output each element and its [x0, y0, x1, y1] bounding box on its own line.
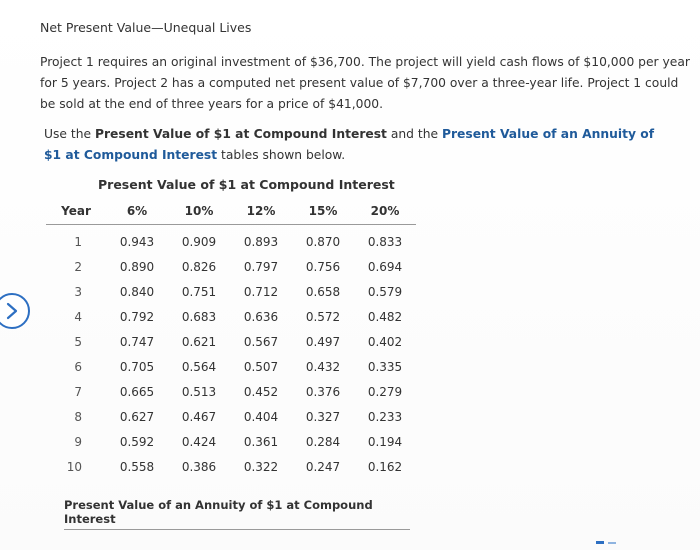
column-header: 15%: [292, 198, 354, 225]
factor-cell: 0.322: [243, 459, 279, 474]
problem-heading: Net Present Value—Unequal Lives: [40, 20, 252, 35]
factor-cell: 0.402: [367, 334, 403, 349]
year-cell: 6: [74, 359, 82, 374]
year-cell: 10: [66, 459, 82, 474]
factor-cell: 0.233: [367, 409, 403, 424]
factor-cell: 0.452: [243, 384, 279, 399]
factor-cell: 0.162: [367, 459, 403, 474]
pv-table-title: Present Value of $1 at Compound Interest: [98, 177, 395, 192]
factor-cell: 0.567: [243, 334, 279, 349]
factor-cell: 0.705: [119, 359, 155, 374]
factor-cell: 0.747: [119, 334, 155, 349]
column-header: Year: [46, 198, 106, 225]
factor-cell: 0.893: [243, 234, 279, 249]
factor-cell: 0.507: [243, 359, 279, 374]
column-header: 12%: [230, 198, 292, 225]
factor-cell: 0.467: [181, 409, 217, 424]
factor-cell: 0.694: [367, 259, 403, 274]
expand-toggle-button[interactable]: [0, 293, 30, 329]
factor-cell: 0.890: [119, 259, 155, 274]
factor-cell: 0.194: [367, 434, 403, 449]
instruction-part1: Use the: [44, 127, 95, 141]
factor-cell: 0.564: [181, 359, 217, 374]
factor-cell: 0.386: [181, 459, 217, 474]
annuity-table-link-text: Present Value of an Annuity of $1 at Compound Interest: [44, 127, 655, 162]
chevron-right-icon: [5, 302, 19, 320]
factor-cell: 0.627: [119, 409, 155, 424]
factor-cell: 0.327: [305, 409, 341, 424]
factor-cell: 0.621: [181, 334, 217, 349]
instruction-part2: and the: [386, 127, 442, 141]
factor-cell: 0.284: [305, 434, 341, 449]
column-header: 6%: [106, 198, 168, 225]
factor-cell: 0.361: [243, 434, 279, 449]
factor-cell: 0.424: [181, 434, 217, 449]
partial-blue-mark-icon: [596, 540, 618, 545]
factor-cell: 0.376: [305, 384, 341, 399]
year-cell: 5: [74, 334, 82, 349]
factor-cell: 0.497: [305, 334, 341, 349]
factor-cell: 0.404: [243, 409, 279, 424]
factor-cell: 0.840: [119, 284, 155, 299]
factor-cell: 0.833: [367, 234, 403, 249]
table-row: [46, 454, 416, 479]
year-cell: 1: [74, 234, 82, 249]
year-cell: 4: [74, 309, 82, 324]
factor-cell: 0.432: [305, 359, 341, 374]
pv-table: [46, 198, 416, 479]
factor-cell: 0.826: [181, 259, 217, 274]
factor-cell: 0.592: [119, 434, 155, 449]
factor-cell: 0.751: [181, 284, 217, 299]
table-row: [46, 254, 416, 279]
factor-cell: 0.579: [367, 284, 403, 299]
factor-cell: 0.683: [181, 309, 217, 324]
factor-cell: 0.658: [305, 284, 341, 299]
factor-cell: 0.792: [119, 309, 155, 324]
pv-table-body: [46, 225, 416, 480]
factor-cell: 0.482: [367, 309, 403, 324]
year-cell: 9: [74, 434, 82, 449]
factor-cell: 0.513: [181, 384, 217, 399]
table-row: [46, 379, 416, 404]
instruction-text: [44, 124, 664, 166]
column-header: 20%: [354, 198, 416, 225]
factor-cell: 0.558: [119, 459, 155, 474]
factor-cell: 0.572: [305, 309, 341, 324]
table-row: [46, 429, 416, 454]
factor-cell: 0.247: [305, 459, 341, 474]
factor-cell: 0.712: [243, 284, 279, 299]
factor-cell: 0.279: [367, 384, 403, 399]
factor-cell: 0.665: [119, 384, 155, 399]
table-row: [46, 304, 416, 329]
factor-cell: 0.335: [367, 359, 403, 374]
year-cell: 8: [74, 409, 82, 424]
factor-cell: 0.636: [243, 309, 279, 324]
table-row: [46, 279, 416, 304]
problem-intro: Project 1 requires an original investment of $36,700. The project will yield cash flows of $10,000 per year for 5 years. Project 2 has a computed net present value of $7,700 over a three-year life. Project 1 could be sold at the end of three years for a price of $41,000.: [40, 55, 690, 111]
factor-cell: 0.943: [119, 234, 155, 249]
factor-cell: 0.756: [305, 259, 341, 274]
pv-table-header-row: [46, 198, 416, 225]
table-row: [46, 329, 416, 354]
factor-cell: 0.909: [181, 234, 217, 249]
factor-cell: 0.797: [243, 259, 279, 274]
column-header: 10%: [168, 198, 230, 225]
pv-table-link-text: Present Value of $1 at Compound Interest: [94, 127, 387, 141]
instruction-part3: tables shown below.: [217, 148, 346, 162]
annuity-table-title: Present Value of an Annuity of $1 at Compound Interest: [64, 498, 410, 530]
factor-cell: 0.870: [305, 234, 341, 249]
table-row: [46, 225, 416, 255]
year-cell: 2: [74, 259, 82, 274]
table-row: [46, 404, 416, 429]
table-row: [46, 354, 416, 379]
year-cell: 3: [74, 284, 82, 299]
year-cell: 7: [74, 384, 82, 399]
